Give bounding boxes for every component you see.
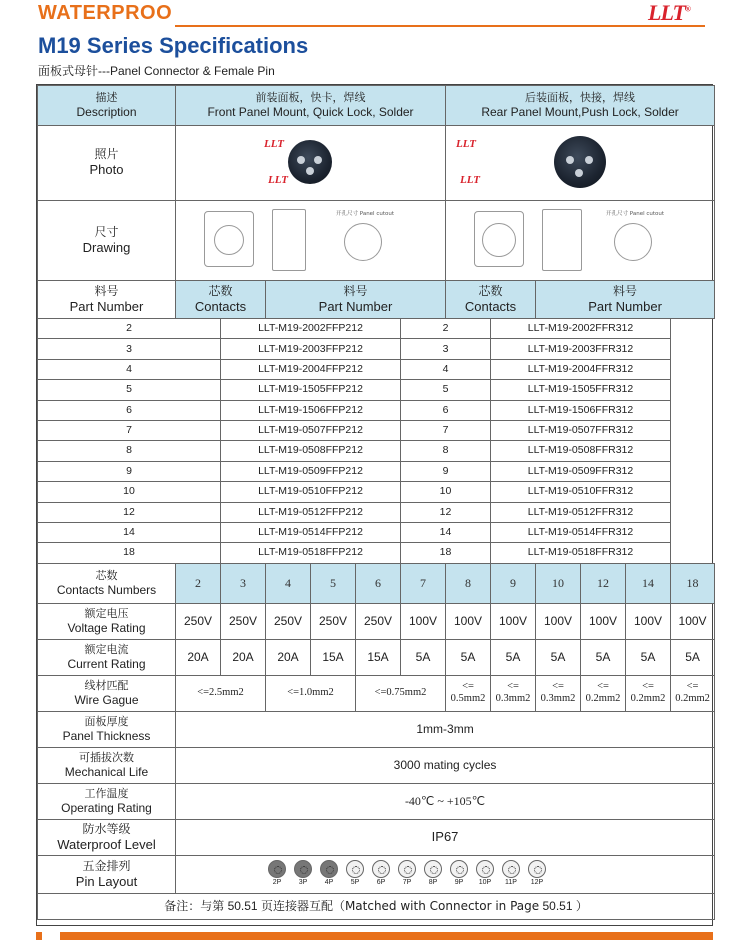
cutout-label: 开孔尺寸 Panel cutout bbox=[336, 211, 395, 217]
current-value: 5A bbox=[671, 639, 715, 675]
page-title: M19 Series Specifications bbox=[38, 33, 309, 58]
current-value: 20A bbox=[176, 639, 221, 675]
front-part-number-cell: LLT-M19-2003FFP212 bbox=[221, 339, 401, 359]
footnote-row bbox=[38, 893, 715, 919]
pin-layout-icon bbox=[370, 860, 392, 888]
operating-temperature-value: -40℃ ~ +105℃ bbox=[176, 783, 715, 819]
brand-divider bbox=[175, 25, 705, 27]
rear-contacts-cell: 7 bbox=[401, 420, 491, 440]
current-label: 额定电流 Current Rating bbox=[38, 639, 176, 675]
panel-thickness-value: 1mm-3mm bbox=[176, 711, 715, 747]
pin-layout-label: 6P bbox=[376, 879, 386, 887]
wire-gauge-value: <= 0.3mm2 bbox=[491, 675, 536, 711]
rear-cutout-drawing bbox=[614, 223, 652, 261]
pin-layout-label: 2P bbox=[272, 879, 282, 887]
waterproof-value: IP67 bbox=[176, 819, 715, 855]
waterproof-label: 防水等级 Waterproof Level bbox=[38, 819, 176, 855]
front-part-number-cell: LLT-M19-0509FFP212 bbox=[221, 461, 401, 481]
voltage-value: 250V bbox=[221, 603, 266, 639]
pin-face-icon bbox=[372, 860, 390, 878]
rear-contacts-cell: 8 bbox=[401, 441, 491, 461]
current-value: 5A bbox=[626, 639, 671, 675]
front-part-number-cell: LLT-M19-0510FFP212 bbox=[221, 482, 401, 502]
current-row bbox=[38, 639, 715, 675]
side-view-drawing bbox=[272, 209, 306, 271]
pin-layout-label: 10P bbox=[478, 879, 492, 887]
pin-layout-label: 4P bbox=[324, 879, 334, 887]
contacts-value: 7 bbox=[401, 563, 446, 603]
drawing-label: 尺寸 Drawing bbox=[38, 201, 176, 281]
contacts-value: 6 bbox=[356, 563, 401, 603]
pin-face-icon bbox=[398, 860, 416, 878]
part-number-row bbox=[38, 339, 715, 359]
contacts-value: 8 bbox=[446, 563, 491, 603]
pin-layout-icon bbox=[474, 860, 496, 888]
contacts-value: 9 bbox=[491, 563, 536, 603]
pin-layout-label: 8P bbox=[428, 879, 438, 887]
footnote: 备注：与第 50.51 页连接器互配（Matched with Connector in Page 50.51 ） bbox=[38, 893, 715, 919]
mechanical-life-row bbox=[38, 747, 715, 783]
rear-contacts-cell: 12 bbox=[401, 502, 491, 522]
part-number-row bbox=[38, 522, 715, 542]
rear-front-view-circle bbox=[482, 223, 516, 257]
pin-layout-icon bbox=[500, 860, 522, 888]
rear-part-number-cell: LLT-M19-0508FFR312 bbox=[491, 441, 671, 461]
rear-part-number-cell: LLT-M19-0509FFR312 bbox=[491, 461, 671, 481]
page-subtitle: 面板式母针---Panel Connector & Female Pin bbox=[38, 64, 275, 78]
bottom-bar-mark bbox=[42, 932, 60, 940]
voltage-value: 250V bbox=[311, 603, 356, 639]
pin-layout-label: 9P bbox=[454, 879, 464, 887]
current-value: 15A bbox=[311, 639, 356, 675]
pin-face-icon bbox=[320, 860, 338, 878]
rear-part-number-cell: LLT-M19-0510FFR312 bbox=[491, 482, 671, 502]
front-contacts-cell: 9 bbox=[38, 461, 221, 481]
front-contacts-cell: 5 bbox=[38, 380, 221, 400]
pin-layout-label: 11P bbox=[505, 879, 517, 887]
panel-thickness-row bbox=[38, 711, 715, 747]
front-contacts-cell: 2 bbox=[38, 319, 221, 339]
voltage-row bbox=[38, 603, 715, 639]
pin-layout-row bbox=[38, 855, 715, 893]
contacts-header-front: 芯数 Contacts bbox=[176, 281, 266, 319]
front-part-number-cell: LLT-M19-1506FFP212 bbox=[221, 400, 401, 420]
pin-face-icon bbox=[502, 860, 520, 878]
pin-layout-icon bbox=[292, 860, 314, 888]
pin-face-icon bbox=[268, 860, 286, 878]
voltage-value: 100V bbox=[536, 603, 581, 639]
watermark-logo: LLT bbox=[264, 138, 284, 150]
front-contacts-cell: 4 bbox=[38, 359, 221, 379]
rear-contacts-cell: 2 bbox=[401, 319, 491, 339]
front-part-number-cell: LLT-M19-2004FFP212 bbox=[221, 359, 401, 379]
rear-part-number-cell: LLT-M19-0514FFR312 bbox=[491, 522, 671, 542]
watermark-logo: LLT bbox=[460, 174, 480, 186]
brand-logo: LLT® bbox=[648, 0, 690, 25]
rear-contacts-cell: 3 bbox=[401, 339, 491, 359]
front-contacts-cell: 12 bbox=[38, 502, 221, 522]
pin-face-icon bbox=[450, 860, 468, 878]
front-part-number-cell: LLT-M19-0512FFP212 bbox=[221, 502, 401, 522]
part-number-header-row bbox=[38, 281, 715, 319]
front-contacts-cell: 14 bbox=[38, 522, 221, 542]
description-header: 描述 Description bbox=[38, 86, 176, 126]
contacts-value: 14 bbox=[626, 563, 671, 603]
rear-part-number-cell: LLT-M19-0518FFR312 bbox=[491, 543, 671, 563]
front-contacts-cell: 10 bbox=[38, 482, 221, 502]
brand-bar bbox=[0, 0, 750, 30]
pin-layout-label: 12P bbox=[530, 879, 544, 887]
voltage-value: 100V bbox=[446, 603, 491, 639]
rear-contacts-cell: 14 bbox=[401, 522, 491, 542]
pin-layout-diagram bbox=[176, 855, 715, 893]
contacts-value: 10 bbox=[536, 563, 581, 603]
pin-layout-icon bbox=[344, 860, 366, 888]
current-value: 15A bbox=[356, 639, 401, 675]
contacts-value: 5 bbox=[311, 563, 356, 603]
voltage-value: 250V bbox=[176, 603, 221, 639]
rear-part-number-cell: LLT-M19-2002FFR312 bbox=[491, 319, 671, 339]
contacts-value: 2 bbox=[176, 563, 221, 603]
pin-layout-icon bbox=[448, 860, 470, 888]
front-view-circle bbox=[214, 225, 244, 255]
contacts-numbers-label: 芯数 Contacts Numbers bbox=[38, 563, 176, 603]
drawing-row bbox=[38, 201, 715, 281]
front-contacts-cell: 6 bbox=[38, 400, 221, 420]
spec-sheet bbox=[36, 84, 713, 926]
wire-gauge-value: <=1.0mm2 bbox=[266, 675, 356, 711]
waterproof-row bbox=[38, 819, 715, 855]
front-photo bbox=[176, 126, 446, 201]
front-part-number-cell: LLT-M19-0507FFP212 bbox=[221, 420, 401, 440]
part-number-row bbox=[38, 319, 715, 339]
rear-contacts-cell: 5 bbox=[401, 380, 491, 400]
photo-label: 照片 Photo bbox=[38, 126, 176, 201]
part-number-row bbox=[38, 380, 715, 400]
part-number-row bbox=[38, 543, 715, 563]
voltage-value: 100V bbox=[626, 603, 671, 639]
part-number-row bbox=[38, 359, 715, 379]
current-value: 5A bbox=[446, 639, 491, 675]
part-number-row bbox=[38, 461, 715, 481]
wire-gauge-value: <= 0.5mm2 bbox=[446, 675, 491, 711]
rear-part-number-cell: LLT-M19-0507FFR312 bbox=[491, 420, 671, 440]
pin-face-icon bbox=[424, 860, 442, 878]
part-number-header-front: 料号 Part Number bbox=[266, 281, 446, 319]
operating-temperature-row bbox=[38, 783, 715, 819]
pin-layout-label: 5P bbox=[350, 879, 360, 887]
pin-layout-icon bbox=[422, 860, 444, 888]
rear-cutout-label: 开孔尺寸 Panel cutout bbox=[606, 211, 665, 217]
voltage-value: 100V bbox=[491, 603, 536, 639]
voltage-value: 250V bbox=[266, 603, 311, 639]
front-part-number-cell: LLT-M19-2002FFP212 bbox=[221, 319, 401, 339]
voltage-value: 100V bbox=[671, 603, 715, 639]
rear-contacts-cell: 9 bbox=[401, 461, 491, 481]
part-number-list bbox=[38, 319, 715, 564]
spec-table bbox=[37, 85, 715, 920]
rear-part-number-cell: LLT-M19-2004FFR312 bbox=[491, 359, 671, 379]
header-row bbox=[38, 86, 715, 126]
brand-title: WATERPROO bbox=[38, 2, 173, 24]
rear-connector-image bbox=[554, 136, 606, 188]
part-number-row bbox=[38, 482, 715, 502]
pin-layout-label: 五金排列 Pin Layout bbox=[38, 855, 176, 893]
front-contacts-cell: 18 bbox=[38, 543, 221, 563]
pin-layout-icon bbox=[396, 860, 418, 888]
front-part-number-cell: LLT-M19-0518FFP212 bbox=[221, 543, 401, 563]
part-number-label: 料号 Part Number bbox=[38, 281, 176, 319]
pin-face-icon bbox=[294, 860, 312, 878]
part-number-header-rear: 料号 Part Number bbox=[536, 281, 715, 319]
rear-mount-header: 后装面板，快接，焊线 Rear Panel Mount,Push Lock, Solder bbox=[446, 86, 715, 126]
part-number-row bbox=[38, 502, 715, 522]
voltage-value: 100V bbox=[401, 603, 446, 639]
pin-face-icon bbox=[346, 860, 364, 878]
wire-gauge-value: <=2.5mm2 bbox=[176, 675, 266, 711]
pin-layout-label: 7P bbox=[402, 879, 412, 887]
front-contacts-cell: 8 bbox=[38, 441, 221, 461]
pin-layout-icon bbox=[266, 860, 288, 888]
part-number-row bbox=[38, 400, 715, 420]
part-number-row bbox=[38, 420, 715, 440]
rear-drawing bbox=[446, 201, 715, 281]
front-drawing bbox=[176, 201, 446, 281]
rear-photo bbox=[446, 126, 715, 201]
front-contacts-cell: 7 bbox=[38, 420, 221, 440]
wire-gauge-row bbox=[38, 675, 715, 711]
voltage-value: 100V bbox=[581, 603, 626, 639]
pin-face-icon bbox=[528, 860, 546, 878]
current-value: 5A bbox=[581, 639, 626, 675]
pin-face-icon bbox=[476, 860, 494, 878]
front-part-number-cell: LLT-M19-1505FFP212 bbox=[221, 380, 401, 400]
bottom-bar bbox=[36, 932, 713, 940]
operating-temperature-label: 工作温度 Operating Rating bbox=[38, 783, 176, 819]
current-value: 5A bbox=[536, 639, 581, 675]
rear-contacts-cell: 18 bbox=[401, 543, 491, 563]
cutout-drawing bbox=[344, 223, 382, 261]
rear-side-view-drawing bbox=[542, 209, 582, 271]
pin-layout-icon bbox=[526, 860, 548, 888]
rear-part-number-cell: LLT-M19-0512FFR312 bbox=[491, 502, 671, 522]
photo-row bbox=[38, 126, 715, 201]
front-contacts-cell: 3 bbox=[38, 339, 221, 359]
wire-gauge-value: <= 0.2mm2 bbox=[581, 675, 626, 711]
mechanical-life-value: 3000 mating cycles bbox=[176, 747, 715, 783]
contacts-value: 18 bbox=[671, 563, 715, 603]
current-value: 5A bbox=[491, 639, 536, 675]
voltage-label: 额定电压 Voltage Rating bbox=[38, 603, 176, 639]
pin-layout-icon bbox=[318, 860, 340, 888]
current-value: 20A bbox=[266, 639, 311, 675]
voltage-value: 250V bbox=[356, 603, 401, 639]
current-value: 20A bbox=[221, 639, 266, 675]
contacts-value: 12 bbox=[581, 563, 626, 603]
panel-thickness-label: 面板厚度 Panel Thickness bbox=[38, 711, 176, 747]
contacts-value: 4 bbox=[266, 563, 311, 603]
watermark-logo: LLT bbox=[268, 174, 288, 186]
rear-part-number-cell: LLT-M19-1506FFR312 bbox=[491, 400, 671, 420]
rear-contacts-cell: 6 bbox=[401, 400, 491, 420]
wire-gauge-value: <= 0.2mm2 bbox=[626, 675, 671, 711]
front-mount-header: 前装面板，快卡，焊线 Front Panel Mount, Quick Lock, Solder bbox=[176, 86, 446, 126]
wire-gauge-value: <= 0.3mm2 bbox=[536, 675, 581, 711]
mechanical-life-label: 可插拔次数 Mechanical Life bbox=[38, 747, 176, 783]
watermark-logo: LLT bbox=[456, 138, 476, 150]
contacts-numbers-row bbox=[38, 563, 715, 603]
front-part-number-cell: LLT-M19-0508FFP212 bbox=[221, 441, 401, 461]
rear-part-number-cell: LLT-M19-2003FFR312 bbox=[491, 339, 671, 359]
front-connector-image bbox=[288, 140, 332, 184]
wire-gauge-value: <=0.75mm2 bbox=[356, 675, 446, 711]
front-part-number-cell: LLT-M19-0514FFP212 bbox=[221, 522, 401, 542]
contacts-header-rear: 芯数 Contacts bbox=[446, 281, 536, 319]
rear-contacts-cell: 4 bbox=[401, 359, 491, 379]
wire-gauge-label: 线材匹配 Wire Gague bbox=[38, 675, 176, 711]
rear-contacts-cell: 10 bbox=[401, 482, 491, 502]
current-value: 5A bbox=[401, 639, 446, 675]
rear-part-number-cell: LLT-M19-1505FFR312 bbox=[491, 380, 671, 400]
pin-layout-label: 3P bbox=[298, 879, 308, 887]
wire-gauge-value: <= 0.2mm2 bbox=[671, 675, 715, 711]
part-number-row bbox=[38, 441, 715, 461]
contacts-value: 3 bbox=[221, 563, 266, 603]
